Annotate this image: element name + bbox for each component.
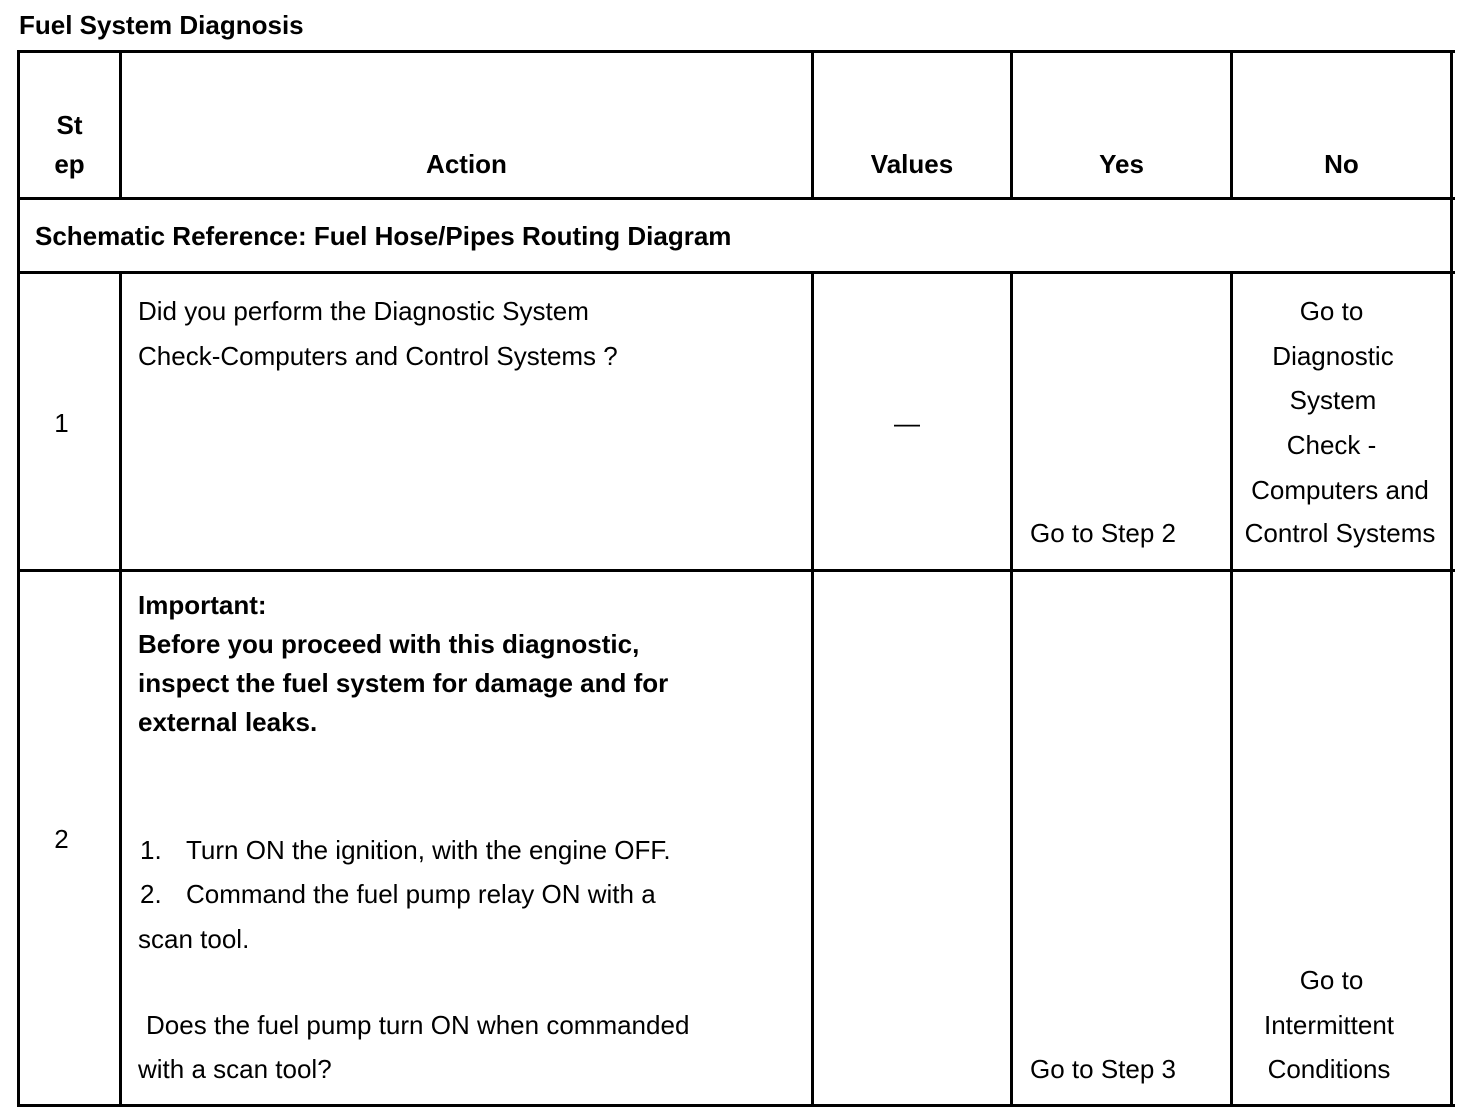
table-border-bottom bbox=[17, 1104, 1455, 1107]
no-cell-line: Conditions bbox=[1267, 1054, 1391, 1084]
no-cell-line: System bbox=[1289, 385, 1377, 415]
list-item: Turn ON the ignition, with the engine OFF. bbox=[186, 835, 671, 865]
table-border-left bbox=[17, 50, 20, 1107]
important-label: Important: bbox=[138, 590, 267, 620]
table-border-top bbox=[17, 50, 1455, 53]
important-text: Before you proceed with this diagnostic, bbox=[138, 629, 640, 659]
no-cell-line: Computers and bbox=[1251, 475, 1429, 505]
no-cell-line: Diagnostic bbox=[1272, 341, 1394, 371]
row-divider bbox=[17, 569, 1455, 572]
header-step bbox=[20, 110, 119, 179]
action-text: Did you perform the Diagnostic System bbox=[138, 296, 589, 326]
question-text: Does the fuel pump turn ON when commanded bbox=[146, 1010, 690, 1040]
list-continuation: scan tool. bbox=[138, 924, 250, 954]
no-cell-line: Check - bbox=[1286, 430, 1377, 460]
header-step-line: St bbox=[56, 110, 83, 140]
column-divider-action bbox=[811, 271, 814, 1107]
list-number: 1. bbox=[140, 835, 162, 865]
header-step-line: ep bbox=[54, 149, 85, 179]
column-divider-step bbox=[119, 271, 122, 1107]
header-no: No bbox=[1324, 149, 1359, 179]
column-divider-values bbox=[1010, 271, 1013, 1107]
yes-cell: Go to Step 3 bbox=[1030, 1054, 1176, 1084]
important-text: external leaks. bbox=[138, 707, 318, 737]
list-item: Command the fuel pump relay ON with a bbox=[186, 879, 656, 909]
yes-cell: Go to Step 2 bbox=[1030, 518, 1176, 548]
step-number: 1 bbox=[54, 408, 69, 438]
header-yes: Yes bbox=[1099, 149, 1144, 179]
no-cell-line: Go to bbox=[1299, 965, 1364, 995]
no-cell-line: Control Systems bbox=[1244, 518, 1436, 548]
table-border-right bbox=[1450, 50, 1453, 1107]
header-action: Action bbox=[426, 149, 507, 179]
header-values: Values bbox=[870, 149, 954, 179]
document-title: Fuel System Diagnosis bbox=[19, 10, 304, 40]
no-cell-line: Go to bbox=[1299, 296, 1364, 326]
action-text: Check-Computers and Control Systems ? bbox=[138, 341, 618, 371]
step-number: 2 bbox=[54, 824, 69, 854]
question-text: with a scan tool? bbox=[138, 1054, 332, 1084]
no-cell-line: Intermittent bbox=[1263, 1010, 1395, 1040]
header-divider bbox=[17, 197, 1455, 200]
schematic-reference: Schematic Reference: Fuel Hose/Pipes Routing Diagram bbox=[35, 221, 732, 251]
schematic-divider bbox=[17, 271, 1455, 274]
values-cell: — bbox=[894, 408, 920, 438]
list-number: 2. bbox=[140, 879, 162, 909]
important-text: inspect the fuel system for damage and for bbox=[138, 668, 669, 698]
